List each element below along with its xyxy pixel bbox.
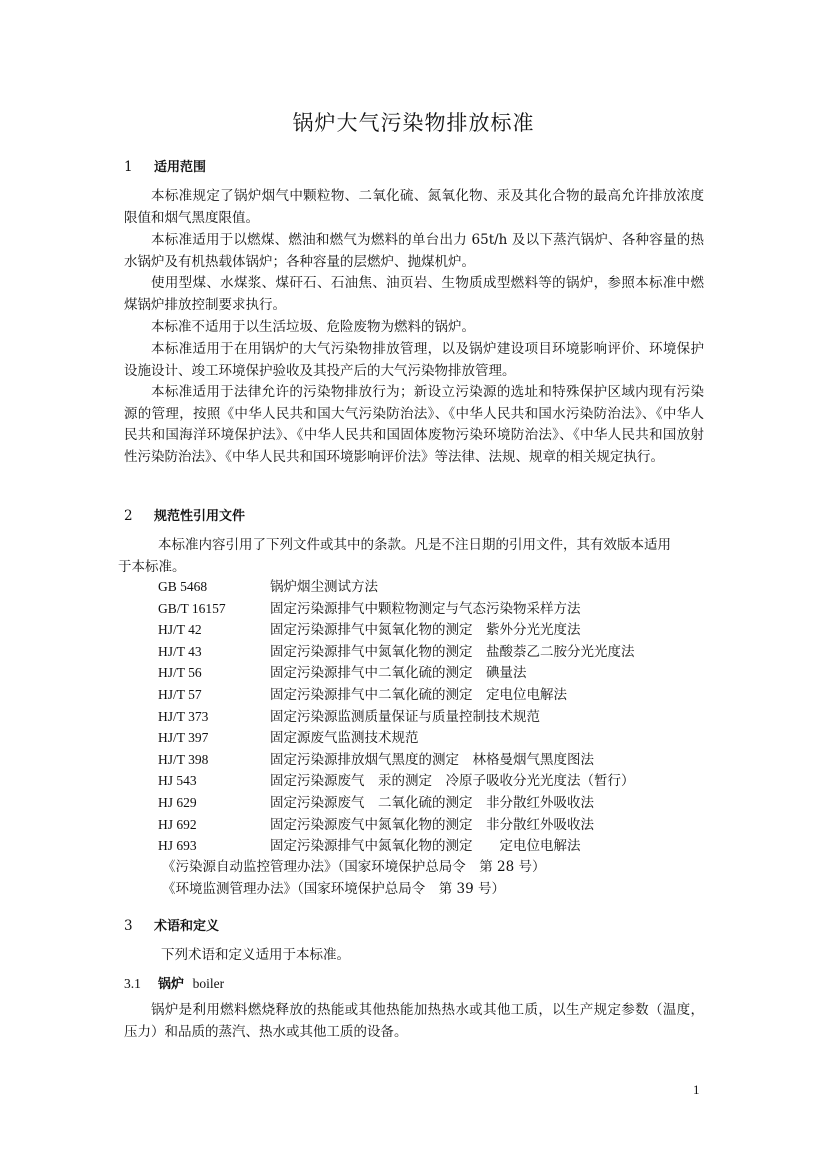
page-title: 锅炉大气污染物排放标准: [292, 111, 535, 135]
reference-title: 固定污染源废气 汞的测定 冷原子吸收分光光度法（暂行）: [270, 773, 635, 790]
reference-code: HJ/T 42: [158, 622, 202, 638]
reference-title: 固定污染源排气中颗粒物测定与气态污染物采样方法: [270, 600, 581, 617]
reference-title: 锅炉烟尘测试方法: [270, 579, 378, 595]
reference-title: 固定污染源废气 二氧化硫的测定 非分散红外吸收法: [270, 794, 594, 811]
reference-code: HJ 543: [158, 773, 197, 789]
reference-code: HJ 693: [158, 838, 197, 854]
scope-paragraph: 本标准不适用于以生活垃圾、危险废物为燃料的锅炉。: [151, 319, 475, 335]
term-chinese: 锅炉: [158, 977, 185, 992]
reference-item: [158, 727, 635, 749]
reference-code: HJ/T 397: [158, 730, 209, 746]
reference-code: HJ 629: [158, 794, 197, 810]
reference-item: [158, 684, 635, 706]
scope-paragraph: 本标准适用于法律允许的污染物排放行为；新设立污染源的选址和特殊保护区域内现有污染源的管理，按照《中华人民共和国大气污染防治法》、《中华人民共和国水污染防治法》、《中华人民共和国海洋环境保护法》、《中华人民共和国固体废物污染环境防治法》、《中华人民共和国放射性污染防治法》、《中华人民共和国环境影响评价法》等法律、法规、规章的相关规定执行。: [124, 384, 704, 465]
reference-title: 固定污染源排气中二氧化硫的测定 碘量法: [270, 665, 527, 682]
section-heading-3: [124, 915, 219, 934]
section-title: 适用范围: [154, 160, 207, 175]
reference-item: [158, 770, 635, 792]
section-number: 2: [124, 508, 133, 524]
reference-item: [158, 576, 635, 598]
reference-item: [158, 835, 635, 857]
reference-item: [158, 598, 635, 620]
section-number: 3: [124, 918, 133, 934]
admin-doc-item: 《环境监测管理办法》（国家环境保护总局令 第 39 号）: [162, 880, 506, 897]
reference-title: 固定污染源排放烟气黑度的测定 林格曼烟气黑度图法: [270, 751, 594, 768]
reference-code: HJ 692: [158, 816, 197, 832]
reference-title: 固定污染源排气中氮氧化物的测定 定电位电解法: [270, 838, 581, 855]
reference-title: 固定源废气监测技术规范: [270, 730, 419, 747]
reference-item: [158, 706, 635, 728]
reference-title: 固定污染源排气中二氧化硫的测定 定电位电解法: [270, 686, 567, 703]
references-intro: 本标准内容引用了下列文件或其中的条款。凡是不注日期的引用文件，其有效版本适用于本标准。: [118, 537, 671, 575]
reference-item: [158, 662, 635, 684]
reference-code: HJ/T 373: [158, 708, 209, 724]
reference-code: HJ/T 43: [158, 643, 202, 659]
term-definition: 锅炉是利用燃料燃烧释放的热能或其他热能加热热水或其他工质，以生产规定参数（温度，压力）和品质的蒸汽、热水或其他工质的设备。: [124, 1002, 704, 1040]
section-number: 1: [124, 159, 133, 175]
scope-paragraph: 本标准规定了锅炉烟气中颗粒物、二氧化硫、氮氧化物、汞及其化合物的最高允许排放浓度限值和烟气黑度限值。: [124, 188, 704, 226]
section-title: 术语和定义: [154, 919, 220, 934]
reference-item: [158, 814, 635, 836]
reference-item: [158, 792, 635, 814]
reference-title: 固定污染源排气中氮氧化物的测定 盐酸萘乙二胺分光光度法: [270, 643, 635, 660]
section-heading-2: [124, 505, 245, 524]
scope-paragraph: 本标准适用于在用锅炉的大气污染物排放管理，以及锅炉建设项目环境影响评价、环境保护设施设计、竣工环境保护验收及其投产后的大气污染物排放管理。: [124, 341, 704, 379]
reference-code: HJ/T 56: [158, 665, 202, 681]
reference-item: [158, 641, 635, 663]
reference-code: HJ/T 57: [158, 686, 202, 702]
admin-doc-item: 《污染源自动监控管理办法》（国家环境保护总局令 第 28 号）: [162, 859, 546, 875]
reference-code: GB 5468: [158, 579, 208, 594]
reference-list: [158, 576, 635, 857]
reference-title: 固定污染源监测质量保证与质量控制技术规范: [270, 708, 540, 725]
page-number: 1: [693, 1082, 700, 1097]
term-number: 3.1: [124, 976, 141, 991]
reference-code: GB/T 16157: [158, 600, 226, 616]
reference-code: HJ/T 398: [158, 751, 209, 767]
reference-title: 固定污染源排气中氮氧化物的测定 紫外分光光度法: [270, 622, 581, 639]
reference-title: 固定污染源废气中氮氧化物的测定 非分散红外吸收法: [270, 816, 594, 833]
reference-item: [158, 749, 635, 771]
terms-intro: 下列术语和定义适用于本标准。: [161, 947, 350, 963]
section-title: 规范性引用文件: [154, 509, 246, 524]
reference-item: [158, 619, 635, 641]
scope-paragraph: 本标准适用于以燃煤、燃油和燃气为燃料的单台出力 65t/h 及以下蒸汽锅炉、各种容量的热水锅炉及有机热载体锅炉；各种容量的层燃炉、抛煤机炉。: [124, 232, 704, 270]
term-heading: [124, 973, 224, 992]
scope-paragraph: 使用型煤、水煤浆、煤矸石、石油焦、油页岩、生物质成型燃料等的锅炉，参照本标准中燃煤锅炉排放控制要求执行。: [124, 275, 704, 313]
section-heading-1: [124, 156, 206, 175]
admin-doc-list: [162, 857, 546, 900]
term-english: boiler: [192, 976, 225, 991]
